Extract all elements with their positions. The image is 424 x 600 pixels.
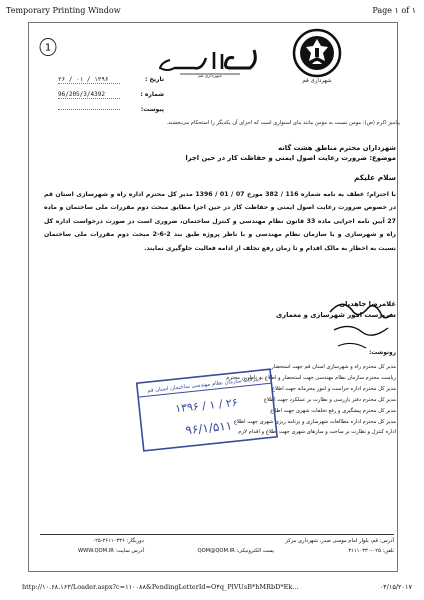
footer-phone: تلفن: ۰۲۵-۳۱۱۱۰۳۳۰ bbox=[348, 548, 394, 554]
motto: پیامبر اکرم (ص): مومن نسبت به مومن مانند بنای استواری است که اجزای آن یکدیگر را استحکام می‌بخشند. bbox=[166, 120, 400, 126]
letter-meta bbox=[58, 72, 164, 117]
signer-name: غلامرضا جاهدیان bbox=[339, 300, 396, 308]
number-value: 96/205/3/4392 bbox=[58, 91, 120, 99]
footer-email-value: QOM@QOM.IR bbox=[197, 548, 235, 554]
handwritten-signature bbox=[322, 294, 406, 358]
footer-website-label: آدرس سایت: bbox=[115, 548, 144, 554]
print-url: http://۱۰.۶۸.۱۶۳/Loader.aspx?c=۱۱۰۰۸۸&PendingLetterId=O۴q_PlVUsB*hMRbD*Ek... bbox=[22, 583, 299, 591]
received-stamp bbox=[136, 366, 278, 456]
attachment-value bbox=[58, 109, 120, 110]
cc-title: رونوشت: bbox=[369, 350, 396, 356]
cc-item: مدیر کل محترم پیشگیری و رفع تخلفات شهری جهت اطلاع bbox=[270, 407, 396, 414]
calligraphy-logo-caption: شهرداری قم bbox=[198, 74, 222, 78]
stamp-number: ۹۶/۱/۵۱۱ bbox=[184, 418, 233, 438]
cc-item: ریاست محترم سازمان نظام مهندسی جهت استحضار و اطلاع به ناظرین محترم bbox=[226, 374, 396, 381]
page-indicator: Page ۱ of ۱ bbox=[372, 6, 416, 15]
date-label: تاریخ : bbox=[144, 76, 164, 83]
number-label: شماره : bbox=[140, 91, 164, 98]
org-name: شهرداری قم bbox=[302, 78, 332, 84]
margin-number: 1 bbox=[44, 42, 52, 54]
number-row bbox=[58, 87, 164, 102]
date-value: ۱۳۹۶ / ۰۱ / ۲۶ bbox=[58, 76, 120, 84]
stamp-header: دبیرخانه سازمان نظام مهندسی ساختمان استان قم bbox=[147, 376, 262, 395]
margin-number-mark bbox=[38, 37, 58, 57]
footer-email-label: پست الکترونیکی: bbox=[236, 548, 274, 554]
footer-website-value: WWW.QOM.IR bbox=[78, 548, 114, 554]
subject: موضوع: ضرورت رعایت اصول ایمنی و حفاظت کار در حین اجرا bbox=[185, 154, 396, 162]
letter-body: با احترام؛ عطف به نامه شماره 116 / 382 مورخ 07 / 01 / 1396 مدیر کل محترم اداره راه و شهرسازی استان قم در خصوص ضرورت رعایت اصول ایمنی و حفاظت کار در حین اجرا مطابق مبحث دوم مقررات ملی ساختمان و ماده 27 آیین نامه اجرایی ماده 33 قانون نظام مهندسی و کنترل ساختمان، ضروری است در صورت درخواست اداره کل راه و شهرسازی و یا سازمان نظام مهندسی و با ناظر پروژه طبق بند 2-6-2 مبحث دوم مقررات ملی ساختمان نسبت به اخطار به مالک اقدام و تا زمان رفع تخلف از ادامه فعالیت جلوگیری نمایند. bbox=[44, 191, 396, 252]
cc-item: مدیر کل محترم اداره مطالعات شهرسازی و برنامه ریزی شهری جهت اطلاع bbox=[233, 418, 396, 425]
print-window-title: Temporary Printing Window bbox=[6, 6, 121, 15]
cc-item: مدیر کل محترم راه و شهرسازی استان قم جهت استحضار bbox=[271, 364, 396, 370]
print-window-header bbox=[0, 0, 424, 18]
addressee: شهرداران محترم مناطق هشت گانه bbox=[278, 144, 396, 152]
municipality-logo-icon bbox=[292, 28, 342, 78]
footer-divider bbox=[40, 534, 394, 535]
signer-title: سرپرست امور شهرسازی و معماری bbox=[275, 311, 396, 319]
calligraphy-logo bbox=[150, 44, 265, 78]
attachment-row bbox=[58, 102, 164, 117]
footer-website bbox=[78, 548, 144, 554]
footer-address: آدرس: قم، بلوار امام موسی صدر، شهرداری مرکز bbox=[285, 538, 394, 544]
greeting: سلام علیکم bbox=[353, 173, 396, 182]
footer-fax: دورنگار: ۳۶۱۱۰۳۳۶-۰۲۵ bbox=[92, 538, 144, 544]
date-row bbox=[58, 72, 164, 87]
cc-item: اداره کنترل و نظارت بر ساخت و سازهای شهری جهت اطلاع و اقدام لازم bbox=[238, 429, 396, 436]
attachment-label: پیوست: bbox=[140, 106, 164, 113]
footer-email bbox=[197, 548, 274, 554]
print-date: ۰۴/۱۵/۲۰۱۷ bbox=[379, 583, 412, 591]
cc-item: مدیر کل محترم اداره حراست و امور محرمانه جهت اطلاع bbox=[271, 385, 396, 392]
cc-item: مدیر کل محترم دفتر بازرسی و نظارت بر عملکرد جهت اطلاع bbox=[263, 396, 396, 403]
print-window-footer bbox=[0, 580, 424, 594]
stamp-date: ۱۳۹۶ / ۱ / ۲۶ bbox=[174, 395, 239, 416]
